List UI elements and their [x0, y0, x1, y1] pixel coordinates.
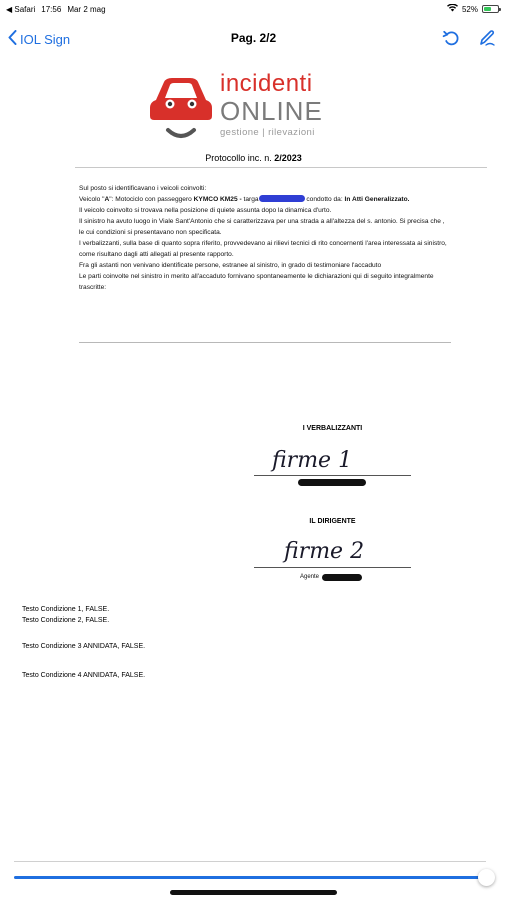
status-left	[6, 5, 106, 14]
redaction-mark	[298, 479, 366, 486]
body-vehicle-line: Veicolo "A": Motociclo con passeggero KYMCO KM25 - targa condotto da: In Atti Generalizzato.	[79, 196, 410, 203]
header-divider	[75, 167, 487, 168]
dirigente-block	[240, 518, 425, 579]
protocol-prefix: Protocollo inc. n.	[205, 153, 272, 163]
battery-percent: 52%	[461, 4, 478, 14]
body-divider	[79, 342, 451, 343]
condition-item: Testo Condizione 4 ANNIDATA, FALSE.	[22, 672, 146, 679]
signature-2-line	[254, 567, 411, 568]
wifi-icon	[447, 4, 458, 14]
redaction-mark	[259, 195, 305, 202]
page-bottom-divider	[14, 861, 486, 862]
logo-line1: incidenti	[220, 70, 313, 97]
company-logo	[146, 70, 323, 146]
page-scrubber-track[interactable]	[14, 876, 490, 879]
home-indicator	[170, 890, 337, 895]
page-scrubber-thumb[interactable]	[478, 869, 495, 886]
protocol-value: 2/2023	[274, 153, 302, 163]
signature-2-area[interactable]	[240, 539, 425, 579]
pen-icon[interactable]	[477, 28, 497, 48]
body-line-6: Fra gli astanti non venivano identificate persone, estranee al sinistro, in grado di testimoniare l'accaduto	[79, 262, 382, 269]
logo-line3: gestione | rilevazioni	[220, 127, 315, 138]
battery-icon	[482, 5, 499, 13]
conditions-list	[22, 604, 145, 681]
back-button-label: IOL Sign	[20, 31, 71, 47]
nav-bar	[0, 22, 507, 56]
body-line-3: Il veicolo coinvolto si trovava nella posizione di quiete assunta dopo la dinamica d'urto.	[79, 207, 332, 214]
car-logo-icon	[146, 70, 216, 146]
page-title: Pag. 2/2	[230, 31, 277, 45]
carrier-label: ◀ Safari	[6, 5, 36, 14]
condition-item: Testo Condizione 2, FALSE.	[22, 617, 110, 624]
protocol-number	[0, 153, 507, 163]
status-right	[447, 4, 499, 14]
body-line-7: Le parti coinvolte nel sinistro in merito all'accaduto fornivano spontaneamente le dichiarazioni qui di seguito integralmente trascritte:	[79, 273, 434, 291]
back-button[interactable]	[8, 30, 70, 48]
condition-item: Testo Condizione 1, FALSE.	[22, 606, 110, 613]
verbalizzanti-block	[240, 425, 425, 488]
verbalizzanti-label: I VERBALIZZANTI	[302, 425, 363, 432]
signature-1-area[interactable]	[240, 448, 425, 488]
date-label: Mar 2 mag	[67, 5, 106, 14]
condition-item: Testo Condizione 3 ANNIDATA, FALSE.	[22, 643, 146, 650]
time-label: 17:56	[41, 5, 62, 14]
status-bar	[0, 0, 507, 20]
signature-1-line	[254, 475, 411, 476]
body-line-4: Il sinistro ha avuto luogo in Viale Sant'Antonio che si caratterizzava per una strada a all'altezza del s. antonio. Si precisa che , le cui condizioni si presentavano non specificata.	[79, 218, 445, 236]
agent-label: Agente	[300, 574, 320, 580]
document-body	[79, 183, 451, 293]
body-intro: Sul posto si identificavano i veicoli coinvolti:	[79, 185, 207, 192]
redaction-mark	[322, 574, 362, 581]
logo-line2: ONLINE	[220, 96, 323, 126]
undo-icon[interactable]	[441, 28, 461, 48]
signature-1: firme 1	[272, 448, 353, 473]
signature-2: firme 2	[284, 539, 365, 564]
nav-actions	[441, 28, 497, 48]
body-line-5: I verbalizzanti, sulla base di quanto sopra riferito, provvedevano ai rilievi tecnici di rito concernenti l'area interessata ai sinistro, come risultano dagli atti allegati al presente rapporto.	[79, 240, 447, 258]
dirigente-label: IL DIRIGENTE	[309, 518, 356, 525]
chevron-left-icon	[8, 30, 17, 48]
